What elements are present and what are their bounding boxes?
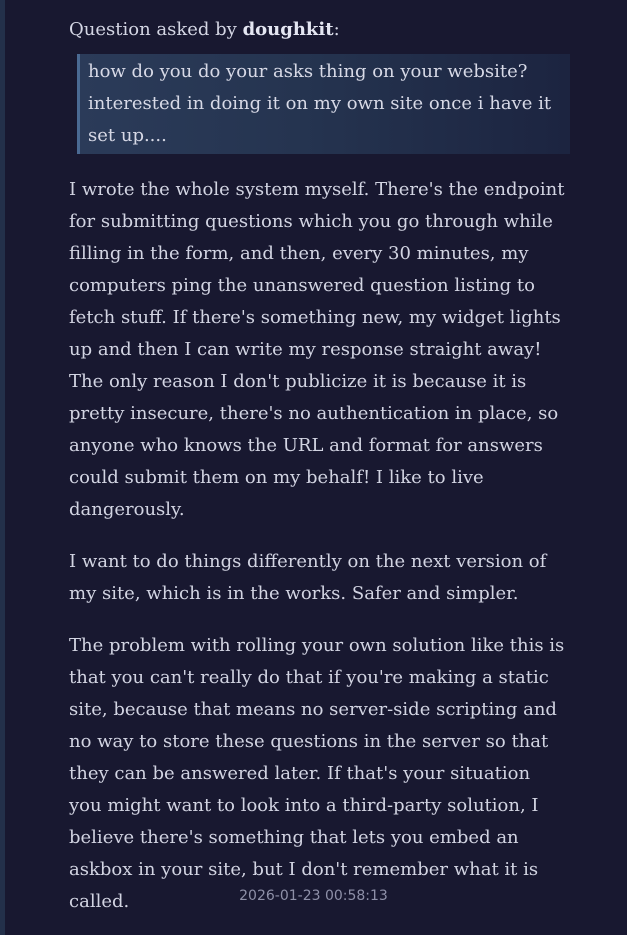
post-timestamp: 2026-01-23 00:58:13 [239,888,388,904]
answer-paragraph: I wrote the whole system myself. There's the endpoint for submitting questions which you go through while filling in the form, and then, every 30 minutes, my computers ping the unanswered question listing to fetch stuff. If there's something new, my widget lights up and then I can write my response straight away! The only reason I don't publicize it is because it is pretty insecure, there's no authentication in place, so anyone who knows the URL and format for answers could submit them on my behalf! I like to live dangerously. [69,179,565,520]
question-suffix: : [333,19,340,40]
answer-paragraph: I want to do things differently on the next version of my site, which is in the works. Safer and simpler. [69,551,547,604]
asker-name: doughkit [242,19,334,40]
answer-body [69,174,565,918]
answer-paragraph: The problem with rolling your own solution like this is that you can't really do that if you're making a static site, because that means no server-side scripting and no way to store these questions in the server so that they can be answered later. If that's your situation you might want to look into a third-party solution, I believe there's something that lets you embed an askbox in your site, but I don't remember what it is called. [69,635,565,912]
page [5,0,627,935]
question-header [69,14,565,46]
question-blockquote [77,54,570,154]
question-text: how do you do your asks thing on your website? interested in doing it on my own site once i have it set up.... [88,61,552,146]
post-content [69,14,565,918]
question-prefix: Question asked by [69,19,243,40]
